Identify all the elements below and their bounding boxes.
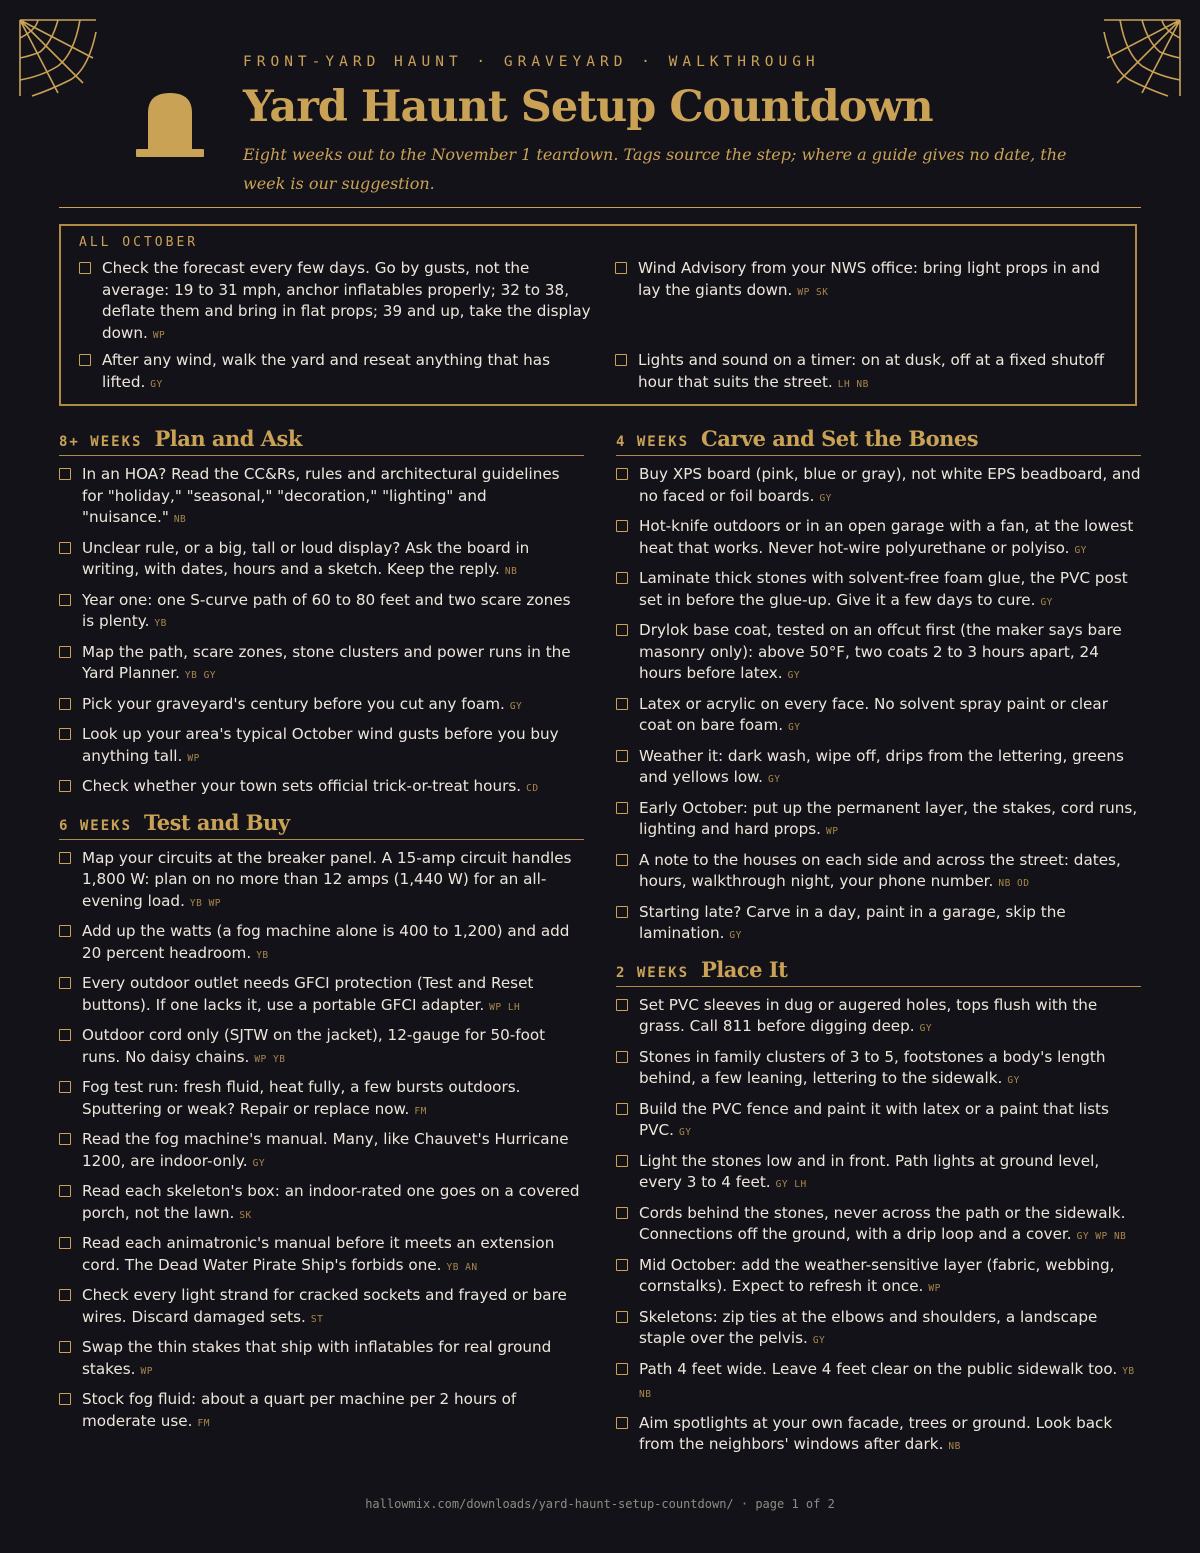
source-tags: GY bbox=[678, 1127, 692, 1138]
checkbox-icon[interactable] bbox=[59, 468, 71, 480]
item-text-body: Unclear rule, or a big, tall or loud display? Ask the board in writing, with dates, hours and a sketch. Keep the reply. bbox=[82, 538, 530, 578]
kicker: FRONT-YARD HAUNT · GRAVEYARD · WALKTHROUGH bbox=[243, 54, 820, 70]
item-text-body: Lights and sound on a timer: on at dusk, off at a fixed shutoff hour that suits the street. bbox=[638, 351, 1105, 391]
source-tags: WP bbox=[928, 1283, 941, 1294]
source-tags: YB WP bbox=[189, 897, 222, 909]
item-text-body: Fog test run: fresh fluid, heat fully, a few bursts outdoors. Sputtering or weak? Repair or replace now. bbox=[82, 1078, 521, 1118]
source-tags: YB NB bbox=[639, 1365, 1135, 1400]
checkbox-icon[interactable] bbox=[615, 354, 627, 366]
spiderweb-icon bbox=[18, 18, 98, 102]
source-tags: GY bbox=[812, 1335, 826, 1346]
source-tags: LH NB bbox=[837, 378, 869, 390]
item-text bbox=[82, 776, 539, 800]
checkbox-icon[interactable] bbox=[59, 1341, 71, 1353]
checklist-item bbox=[616, 620, 1141, 687]
source-tags: GY bbox=[1074, 544, 1087, 556]
item-text bbox=[82, 1233, 584, 1278]
checklist-item bbox=[59, 1389, 584, 1434]
source-tags: GY bbox=[509, 700, 523, 712]
checkbox-icon[interactable] bbox=[616, 1051, 628, 1063]
source-tags: GY bbox=[1007, 1075, 1020, 1086]
checklist-item bbox=[616, 516, 1141, 561]
item-text bbox=[639, 1099, 1141, 1144]
checklist-item bbox=[616, 995, 1141, 1040]
section-title: Carve and Set the Bones bbox=[701, 426, 979, 451]
checkbox-icon[interactable] bbox=[59, 1393, 71, 1405]
item-text-body: Stones in family clusters of 3 to 5, footstones a body's length behind, a few leaning, lettering to the sidewalk. bbox=[639, 1047, 1106, 1087]
item-text-body: Outdoor cord only (SJTW on the jacket), 12-gauge for 50-foot runs. No daisy chains. bbox=[82, 1026, 546, 1066]
checkbox-icon[interactable] bbox=[79, 262, 91, 274]
checklist-item bbox=[59, 973, 584, 1018]
item-text-body: Read each skeleton's box: an indoor-rated one goes on a covered porch, not the lawn. bbox=[82, 1182, 580, 1222]
item-text-body: Wind Advisory from your NWS office: bring light props in and lay the giants down. bbox=[638, 259, 1100, 299]
source-tags: GY bbox=[1040, 596, 1053, 608]
item-text-body: Weather it: dark wash, wipe off, drips from the lettering, greens and yellows low. bbox=[639, 746, 1124, 786]
checklist-item bbox=[59, 921, 584, 966]
item-text-body: Read each animatronic's manual before it meets an extension cord. The Dead Water Pirate Ship's forbids one. bbox=[82, 1234, 555, 1274]
item-text bbox=[639, 995, 1141, 1040]
item-text bbox=[639, 1359, 1141, 1406]
item-text-body: Pick your graveyard's century before you cut any foam. bbox=[82, 694, 505, 713]
checklist-item bbox=[59, 1337, 584, 1382]
item-text-body: Map your circuits at the breaker panel. A 15-amp circuit handles 1,800 W: plan on no more than 12 amps (1,440 W) for an all-evening load. bbox=[82, 848, 572, 910]
section-weeks: 6 WEEKS bbox=[59, 817, 133, 834]
item-text bbox=[82, 694, 522, 718]
item-text bbox=[82, 973, 584, 1018]
item-text bbox=[82, 1129, 584, 1174]
source-tags: GY LH bbox=[775, 1179, 807, 1190]
source-tags: YB AN bbox=[446, 1261, 478, 1273]
checkbox-icon[interactable] bbox=[59, 780, 71, 792]
source-tags: WP bbox=[140, 1365, 153, 1377]
checklist-item bbox=[79, 350, 597, 395]
section-title: Place It bbox=[701, 956, 788, 982]
item-text-body: Cords behind the stones, never across the path or the sidewalk. Connections off the ground, with a drip loop and a cover. bbox=[639, 1203, 1126, 1243]
item-text-body: Set PVC sleeves in dug or augered holes, tops flush with the grass. Call 811 before digging deep. bbox=[639, 995, 1098, 1035]
all-october-label: ALL OCTOBER bbox=[79, 235, 199, 250]
source-tags: WP YB bbox=[254, 1053, 286, 1065]
page-subtitle: Eight weeks out to the November 1 teardown. Tags source the step; where a guide gives no date, the week is our suggestion. bbox=[243, 145, 1067, 193]
checkbox-icon[interactable] bbox=[59, 728, 71, 740]
all-october-list bbox=[79, 258, 1117, 395]
item-text bbox=[639, 1151, 1141, 1196]
source-tags: NB bbox=[504, 566, 518, 577]
item-text bbox=[102, 350, 597, 395]
checkbox-icon[interactable] bbox=[616, 520, 628, 532]
source-tags: GY bbox=[788, 722, 801, 733]
page-title: Yard Haunt Setup Countdown bbox=[243, 82, 933, 132]
checklist-item bbox=[616, 1359, 1141, 1406]
source-tags: GY bbox=[150, 378, 163, 390]
item-text-body: Add up the watts (a fog machine alone is 400 to 1,200) and add 20 percent headroom. bbox=[82, 922, 570, 962]
item-text-body: Build the PVC fence and paint it with latex or a paint that lists PVC. bbox=[639, 1099, 1109, 1139]
item-text-body: Light the stones low and in front. Path lights at ground level, every 3 to 4 feet. bbox=[639, 1151, 1100, 1191]
checkbox-icon[interactable] bbox=[616, 1363, 628, 1375]
checklist-item bbox=[59, 1077, 584, 1122]
item-text-body: Year one: one S-curve path of 60 to 80 feet and two scare zones is plenty. bbox=[82, 590, 571, 630]
item-text bbox=[82, 1389, 584, 1434]
source-tags: CD bbox=[526, 783, 539, 794]
checkbox-icon[interactable] bbox=[59, 852, 71, 864]
page-footer: hallowmix.com/downloads/yard-haunt-setup-countdown/ · page 1 of 2 bbox=[365, 1497, 835, 1511]
checklist-item bbox=[616, 1413, 1141, 1458]
item-text-body: Every outdoor outlet needs GFCI protection (Test and Reset buttons). If one lacks it, use a portable GFCI adapter. bbox=[82, 974, 534, 1014]
item-text-body: Drylok base coat, tested on an offcut first (the maker says bare masonry only): above 50°F, two coats 2 to 3 hours apart, 24 hours before latex. bbox=[639, 621, 1122, 682]
checkbox-icon[interactable] bbox=[616, 1311, 628, 1323]
source-tags: GY bbox=[252, 1157, 266, 1169]
source-tags: NB OD bbox=[998, 878, 1030, 889]
item-text bbox=[82, 848, 584, 915]
checkbox-icon[interactable] bbox=[59, 594, 71, 606]
checklist-item bbox=[616, 1255, 1141, 1300]
section-header bbox=[59, 810, 584, 840]
checkbox-icon[interactable] bbox=[616, 1103, 628, 1115]
source-tags: YB GY bbox=[184, 670, 217, 681]
week-section bbox=[59, 426, 584, 800]
source-tags: GY bbox=[768, 774, 781, 785]
checklist-item bbox=[79, 258, 597, 346]
checklist-item bbox=[59, 694, 584, 718]
week-section bbox=[59, 810, 584, 1435]
checklist-item bbox=[59, 590, 584, 635]
checklist-item bbox=[616, 1203, 1141, 1248]
checkbox-icon[interactable] bbox=[59, 1237, 71, 1249]
checklist-item bbox=[616, 1047, 1141, 1092]
checkbox-icon[interactable] bbox=[59, 1029, 71, 1041]
checkbox-icon[interactable] bbox=[59, 1289, 71, 1301]
checkbox-icon[interactable] bbox=[59, 977, 71, 989]
source-tags: FM bbox=[414, 1105, 427, 1117]
checklist-item bbox=[616, 746, 1141, 791]
item-text bbox=[82, 921, 584, 966]
item-text bbox=[639, 464, 1141, 509]
source-tags: WP bbox=[825, 826, 839, 837]
item-text-body: Check the forecast every few days. Go by gusts, not the average: 19 to 31 mph, anchor inflatables properly; 32 to 38, deflate them and bring in flat props; 39 and up, take the display down. bbox=[102, 259, 591, 342]
checkbox-icon[interactable] bbox=[616, 1207, 628, 1219]
checkbox-icon[interactable] bbox=[616, 572, 628, 584]
item-text bbox=[639, 516, 1141, 561]
item-text bbox=[639, 1307, 1141, 1352]
source-tags: NB bbox=[948, 1441, 961, 1452]
item-text bbox=[639, 798, 1141, 843]
right-column bbox=[616, 426, 1141, 1468]
checkbox-icon[interactable] bbox=[59, 698, 71, 710]
checkbox-icon[interactable] bbox=[59, 1081, 71, 1093]
checklist-item bbox=[59, 642, 584, 687]
header-divider bbox=[59, 207, 1141, 208]
item-text bbox=[82, 1337, 584, 1382]
week-section bbox=[616, 426, 1141, 947]
source-tags: GY bbox=[819, 492, 832, 504]
checkbox-icon[interactable] bbox=[616, 1155, 628, 1167]
checklist-item bbox=[59, 538, 584, 583]
item-text bbox=[102, 258, 597, 346]
section-weeks: 8+ WEEKS bbox=[59, 434, 143, 450]
item-text-body: Hot-knife outdoors or in an open garage with a fan, at the lowest heat that works. Never hot-wire polyurethane or polyiso. bbox=[639, 517, 1134, 557]
item-text bbox=[638, 258, 1115, 303]
checkbox-icon[interactable] bbox=[616, 750, 628, 762]
checklist-item bbox=[616, 1151, 1141, 1196]
item-text-body: In an HOA? Read the CC&Rs, rules and architectural guidelines for "holiday," "seasonal," "decoration," "lighting" and "nuisance." bbox=[82, 465, 560, 526]
page-header bbox=[243, 50, 1143, 198]
item-text bbox=[638, 350, 1115, 395]
checkbox-icon[interactable] bbox=[59, 542, 71, 554]
source-tags: GY bbox=[787, 670, 801, 681]
item-text-body: Mid October: add the weather-sensitive layer (fabric, webbing, cornstalks). Expect to refresh it once. bbox=[639, 1255, 1115, 1295]
checklist-item bbox=[59, 776, 584, 800]
checklist-item bbox=[616, 902, 1141, 947]
all-october-box bbox=[59, 224, 1137, 406]
checklist-item bbox=[616, 464, 1141, 509]
checkbox-icon[interactable] bbox=[616, 624, 628, 636]
section-header bbox=[59, 426, 584, 456]
item-text bbox=[639, 902, 1141, 947]
section-header bbox=[616, 957, 1141, 987]
item-text bbox=[639, 850, 1141, 895]
checklist-item bbox=[616, 798, 1141, 843]
item-text bbox=[82, 724, 584, 769]
checkbox-icon[interactable] bbox=[616, 999, 628, 1011]
checklist-item bbox=[59, 464, 584, 531]
item-text bbox=[82, 642, 584, 687]
checkbox-icon[interactable] bbox=[59, 1133, 71, 1145]
source-tags: GY bbox=[729, 930, 742, 941]
item-text-body: After any wind, walk the yard and reseat anything that has lifted. bbox=[102, 351, 551, 391]
item-text bbox=[639, 746, 1141, 791]
checklist-item bbox=[59, 1285, 584, 1330]
item-text-body: Stock fog fluid: about a quart per machine per 2 hours of moderate use. bbox=[82, 1390, 517, 1430]
checkbox-icon[interactable] bbox=[616, 906, 628, 918]
source-tags: ST bbox=[310, 1313, 324, 1325]
item-text bbox=[639, 694, 1141, 739]
item-text bbox=[82, 538, 584, 583]
item-text-body: Latex or acrylic on every face. No solvent spray paint or clear coat on bare foam. bbox=[639, 694, 1108, 734]
item-text bbox=[639, 1047, 1141, 1092]
checklist-item bbox=[59, 1025, 584, 1070]
checkbox-icon[interactable] bbox=[59, 1185, 71, 1197]
item-text-body: Look up your area's typical October wind gusts before you buy anything tall. bbox=[82, 725, 559, 765]
item-text bbox=[639, 1203, 1141, 1248]
item-text bbox=[82, 464, 584, 531]
checklist-item bbox=[59, 848, 584, 915]
checkbox-icon[interactable] bbox=[59, 646, 71, 658]
source-tags: WP bbox=[187, 752, 200, 764]
source-tags: WP LH bbox=[489, 1001, 521, 1013]
source-tags: WP bbox=[152, 329, 166, 341]
checklist-item bbox=[59, 1233, 584, 1278]
section-weeks: 2 WEEKS bbox=[616, 964, 690, 981]
source-tags: YB bbox=[154, 618, 167, 629]
item-text-body: Check whether your town sets official trick-or-treat hours. bbox=[82, 777, 522, 795]
item-text bbox=[82, 1025, 584, 1070]
checkbox-icon[interactable] bbox=[79, 354, 91, 366]
checkbox-icon[interactable] bbox=[616, 1417, 628, 1429]
checkbox-icon[interactable] bbox=[616, 854, 628, 866]
item-text bbox=[639, 1413, 1141, 1458]
checklist-item bbox=[616, 850, 1141, 895]
item-text bbox=[639, 1255, 1141, 1300]
item-text-body: Read the fog machine's manual. Many, like Chauvet's Hurricane 1200, are indoor-only. bbox=[82, 1130, 569, 1170]
checklist-item bbox=[616, 1099, 1141, 1144]
source-tags: GY WP NB bbox=[1076, 1231, 1127, 1242]
source-tags: NB bbox=[173, 514, 187, 525]
checkbox-icon[interactable] bbox=[59, 925, 71, 937]
item-text-body: Swap the thin stakes that ship with inflatables for real ground stakes. bbox=[82, 1338, 552, 1378]
section-weeks: 4 WEEKS bbox=[616, 434, 690, 450]
item-text-body: Buy XPS board (pink, blue or gray), not white EPS beadboard, and no faced or foil boards. bbox=[639, 465, 1141, 505]
checkbox-icon[interactable] bbox=[616, 468, 628, 480]
left-column bbox=[59, 426, 584, 1444]
source-tags: YB bbox=[256, 949, 269, 961]
checklist-item bbox=[616, 694, 1141, 739]
source-tags: WP SK bbox=[797, 286, 829, 298]
checkbox-icon[interactable] bbox=[616, 1259, 628, 1271]
item-text bbox=[82, 1181, 584, 1226]
item-text bbox=[82, 590, 584, 635]
tombstone-icon bbox=[136, 91, 204, 163]
item-text-body: Aim spotlights at your own facade, trees or ground. Look back from the neighbors' windows after dark. bbox=[639, 1413, 1113, 1453]
checklist-item bbox=[615, 350, 1115, 395]
item-text bbox=[82, 1077, 584, 1122]
checkbox-icon[interactable] bbox=[616, 802, 628, 814]
checklist-item bbox=[59, 724, 584, 769]
source-tags: FM bbox=[197, 1417, 210, 1429]
item-text-body: Map the path, scare zones, stone clusters and power runs in the Yard Planner. bbox=[82, 642, 571, 682]
item-text-body: Check every light strand for cracked sockets and frayed or bare wires. Discard damaged sets. bbox=[82, 1286, 567, 1326]
source-tags: SK bbox=[239, 1209, 252, 1221]
source-tags: GY bbox=[919, 1023, 933, 1034]
checklist-item bbox=[616, 568, 1141, 613]
week-section bbox=[616, 957, 1141, 1458]
checkbox-icon[interactable] bbox=[616, 698, 628, 710]
section-title: Test and Buy bbox=[144, 809, 290, 835]
checkbox-icon[interactable] bbox=[615, 262, 627, 274]
item-text bbox=[82, 1285, 584, 1330]
item-text-body: A note to the houses on each side and across the street: dates, hours, walkthrough night, your phone number. bbox=[639, 850, 1121, 890]
section-header bbox=[616, 426, 1141, 456]
item-text-body: Skeletons: zip ties at the elbows and shoulders, a landscape staple over the pelvis. bbox=[639, 1307, 1098, 1347]
item-text-body: Laminate thick stones with solvent-free foam glue, the PVC post set in before the glue-up. Give it a few days to cure. bbox=[639, 569, 1128, 609]
item-text bbox=[639, 568, 1141, 613]
item-text-body: Path 4 feet wide. Leave 4 feet clear on the public sidewalk too. bbox=[639, 1359, 1118, 1378]
checklist-item bbox=[616, 1307, 1141, 1352]
checklist-item bbox=[59, 1129, 584, 1174]
checklist-item bbox=[59, 1181, 584, 1226]
checklist-item bbox=[615, 258, 1115, 346]
section-title: Plan and Ask bbox=[154, 426, 302, 451]
item-text-body: Starting late? Carve in a day, paint in a garage, skip the lamination. bbox=[639, 902, 1066, 942]
item-text bbox=[639, 620, 1141, 687]
item-text-body: Early October: put up the permanent layer, the stakes, cord runs, lighting and hard props. bbox=[639, 798, 1138, 838]
